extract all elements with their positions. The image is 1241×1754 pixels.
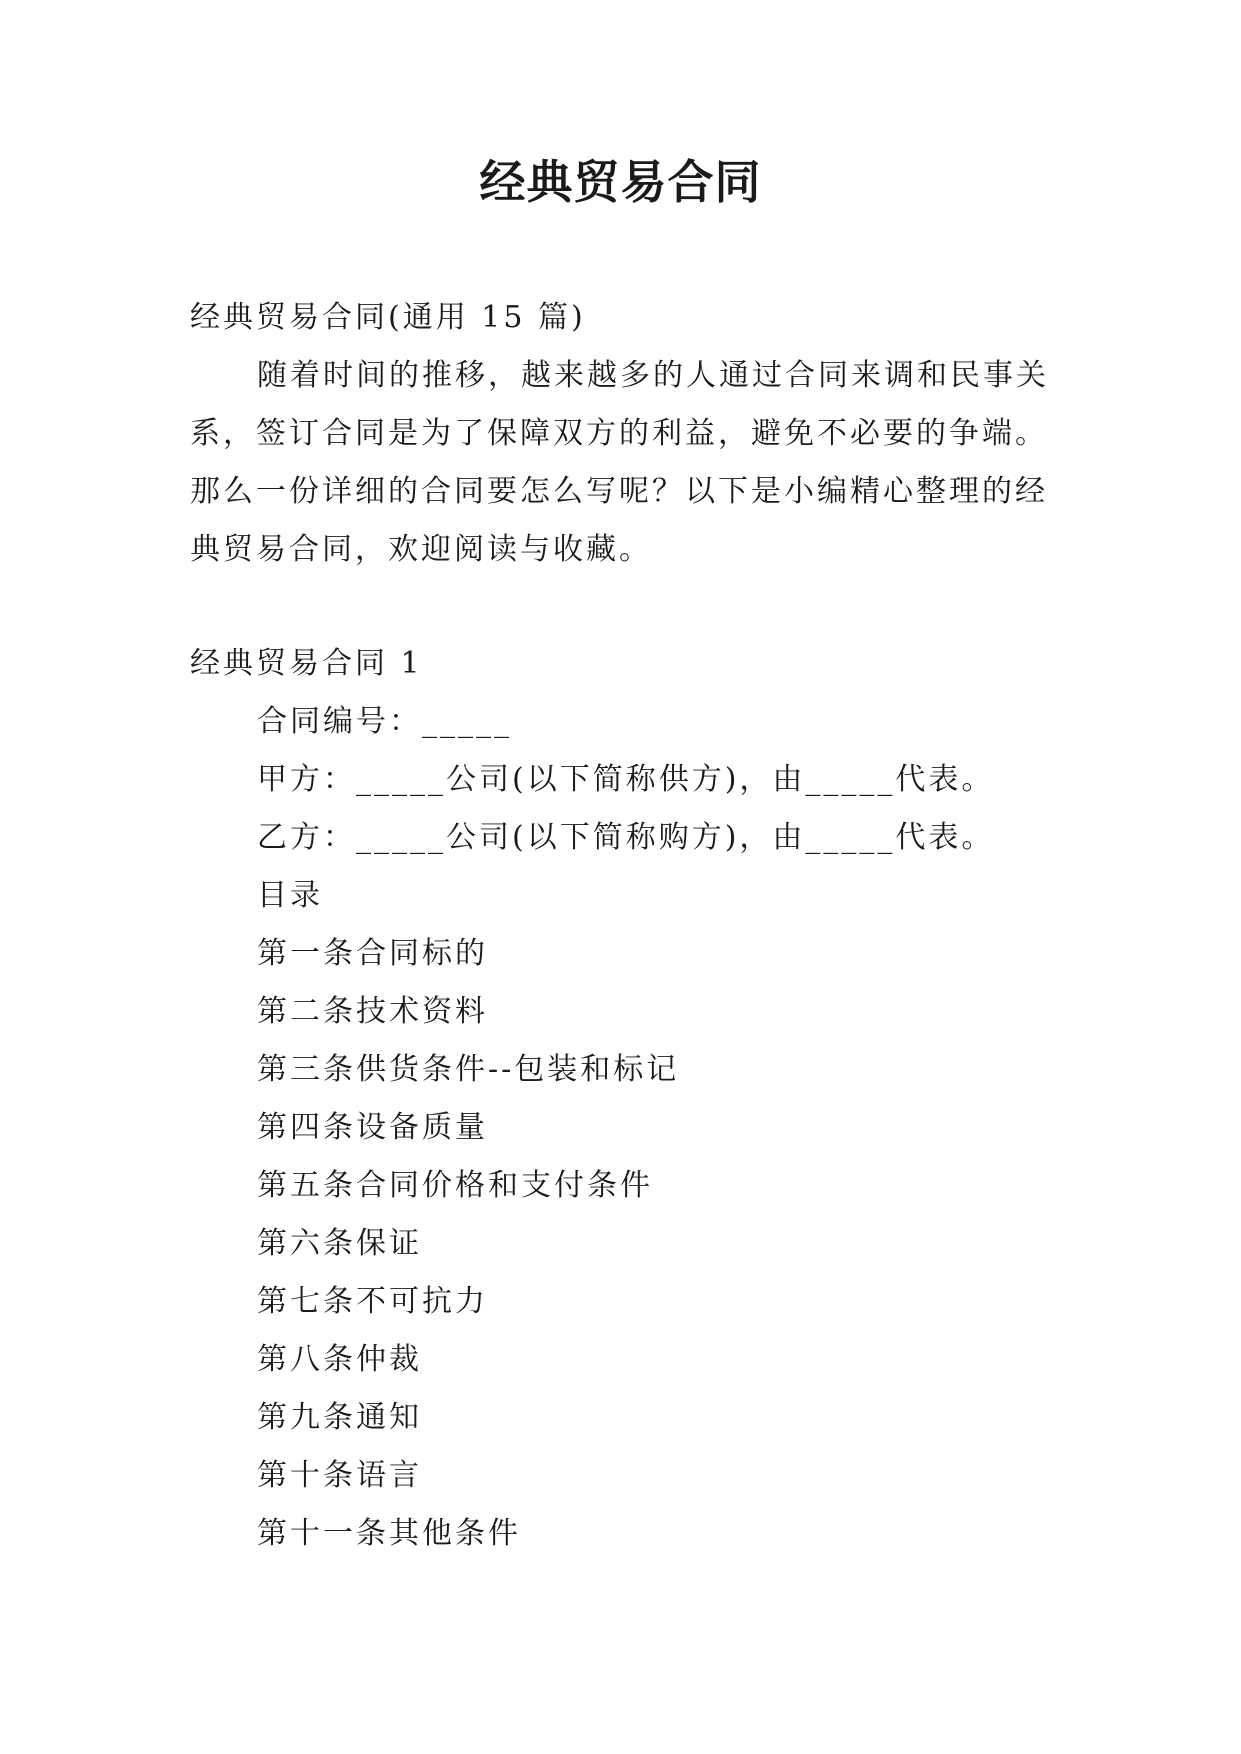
party-b-line: 乙方：_____公司(以下简称购方)，由_____代表。 <box>257 820 995 855</box>
toc-item: 第十条语言 <box>257 1458 422 1493</box>
toc-item: 第八条仲裁 <box>257 1342 422 1377</box>
party-a-line: 甲方：_____公司(以下简称供方)，由_____代表。 <box>257 762 995 797</box>
document-subtitle: 经典贸易合同(通用 15 篇) <box>190 300 586 335</box>
toc-item: 第九条通知 <box>257 1400 422 1435</box>
intro-paragraph: 随着时间的推移，越来越多的人通过合同来调和民事关系，签订合同是为了保障双方的利益，避免不必要的争端。那么一份详细的合同要怎么写呢？以下是小编精心整理的经典贸易合同，欢迎阅读与收藏。 <box>190 358 1049 567</box>
toc-item: 第三条供货条件--包装和标记 <box>257 1052 680 1087</box>
contract-number-line: 合同编号：_____ <box>257 704 512 739</box>
toc-item: 第七条不可抗力 <box>257 1284 488 1319</box>
toc-heading: 目录 <box>257 878 323 913</box>
toc-item: 第五条合同价格和支付条件 <box>257 1168 653 1203</box>
document-title: 经典贸易合同 <box>479 155 762 209</box>
toc-item: 第四条设备质量 <box>257 1110 488 1145</box>
toc-item: 第二条技术资料 <box>257 994 488 1029</box>
section-heading: 经典贸易合同 1 <box>190 646 423 681</box>
toc-item: 第十一条其他条件 <box>257 1516 521 1551</box>
toc-item: 第六条保证 <box>257 1226 422 1261</box>
contract-lines <box>257 693 1117 1563</box>
toc-item: 第一条合同标的 <box>257 936 488 971</box>
